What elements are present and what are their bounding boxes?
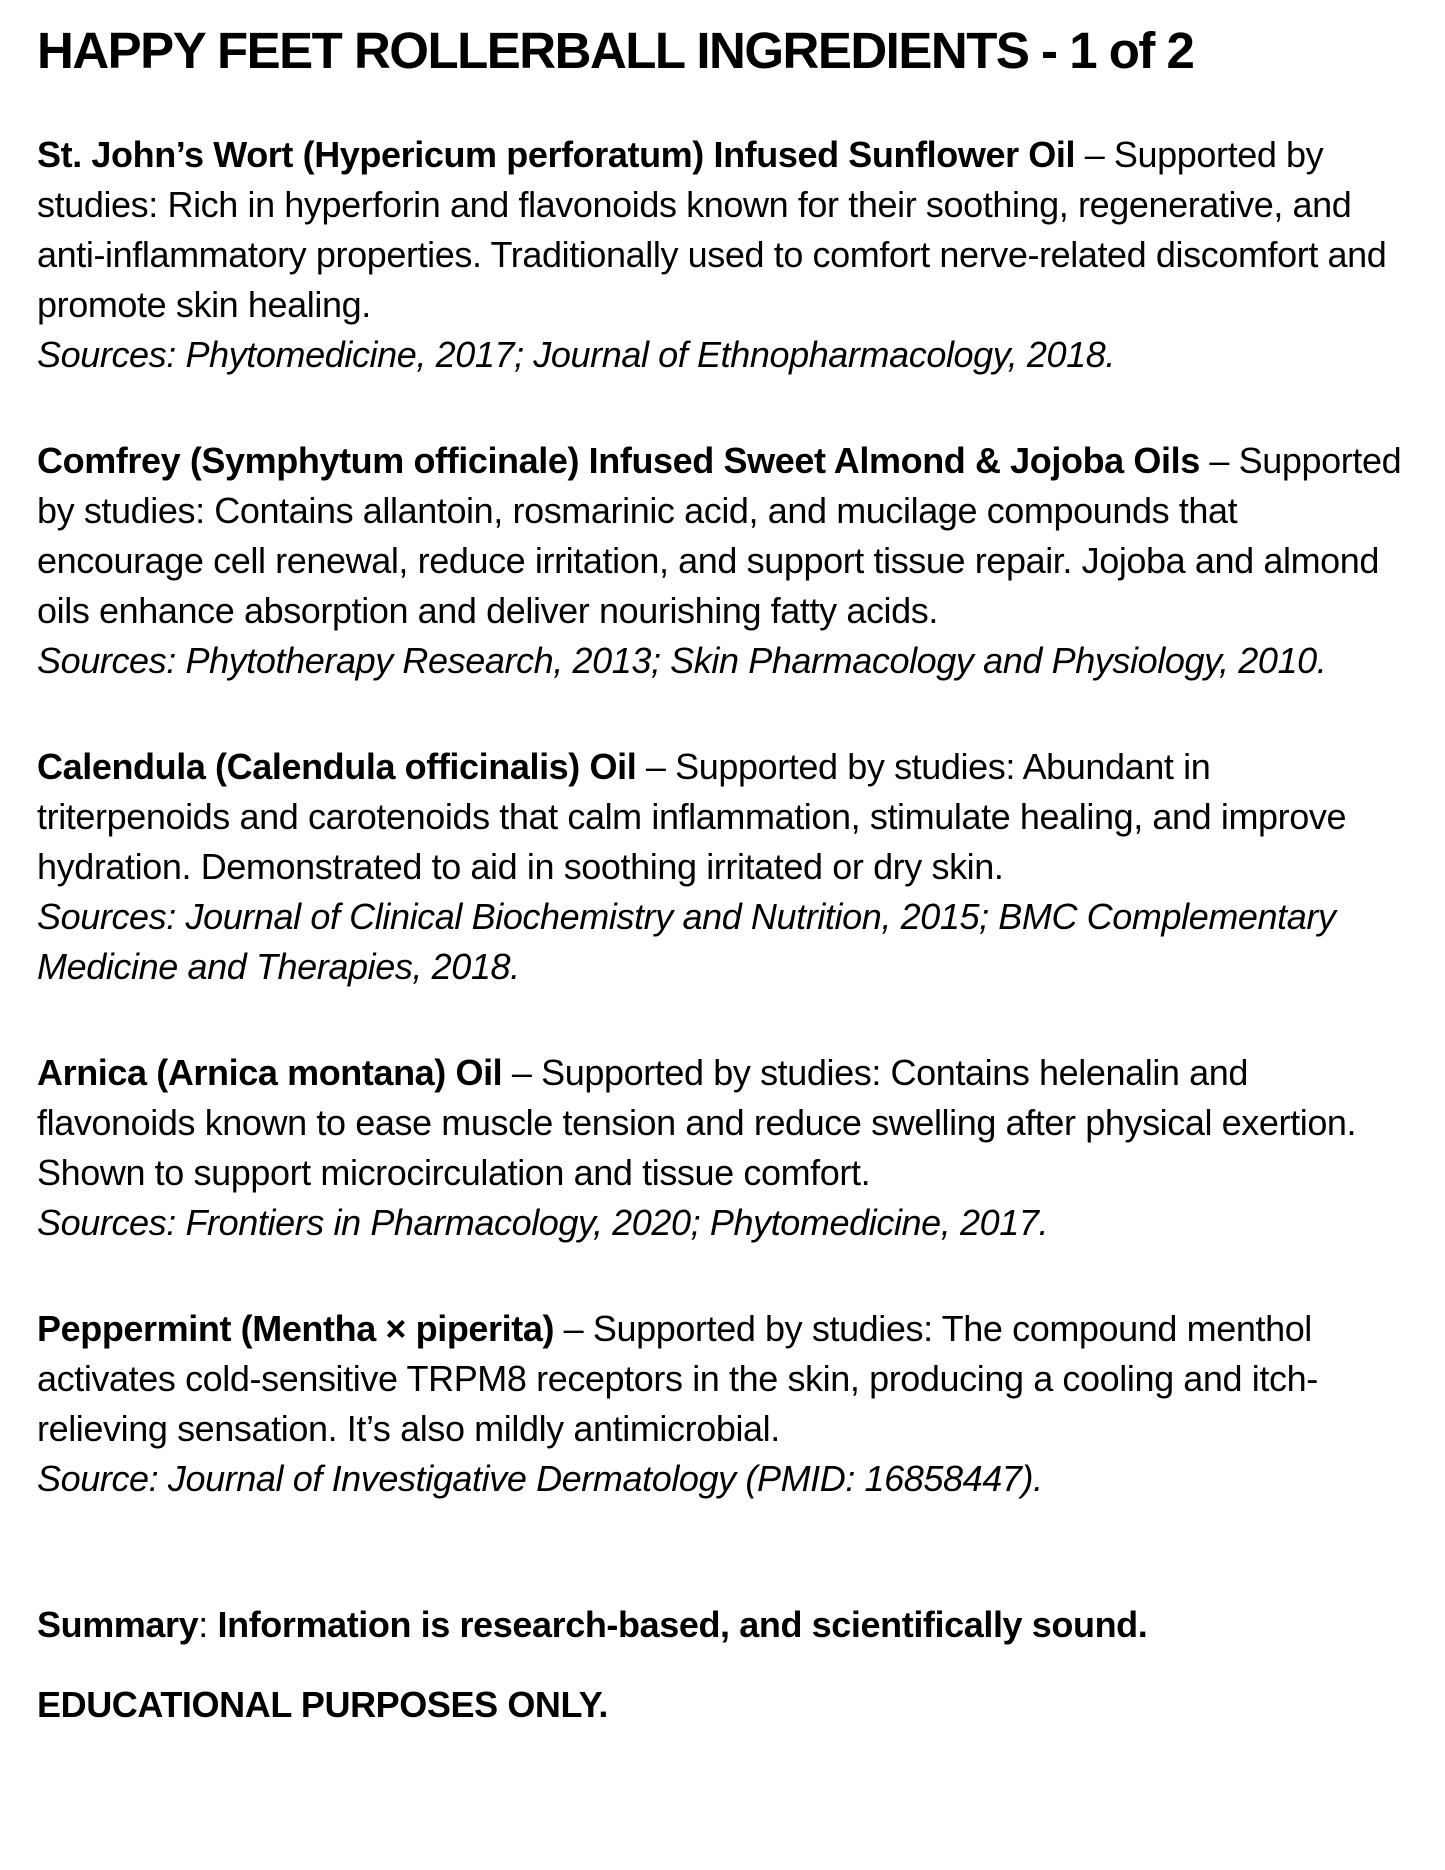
ingredient-section-calendula [37, 742, 1408, 992]
ingredient-body-text: Supported by studies: Rich in hyperforin and flavonoids known for their soothing, regenerative, and anti-inflammatory properties. Traditionally used to comfort nerve-related discomfort and promote skin healing. [37, 134, 1387, 326]
sources-line: Sources: Frontiers in Pharmacology, 2020; Phytomedicine, 2017. [37, 1202, 1049, 1244]
summary-label: Summary [37, 1604, 199, 1646]
ingredient-section-comfrey [37, 436, 1408, 686]
summary-colon: : [198, 1604, 218, 1646]
heading-separator: – [636, 746, 676, 788]
ingredient-body-text: Supported by studies: Contains helenalin and flavonoids known to ease muscle tension and reduce swelling after physical exertion. Shown to support microcirculation and tissue comfort. [37, 1052, 1357, 1194]
summary-line [37, 1600, 1408, 1650]
heading-separator: – [1199, 440, 1239, 482]
ingredient-heading: Peppermint (Mentha × piperita) [37, 1308, 555, 1350]
heading-separator: – [1075, 134, 1114, 176]
sources-line: Sources: Phytotherapy Research, 2013; Skin Pharmacology and Physiology, 2010. [37, 640, 1327, 682]
sources-line: Sources: Journal of Clinical Biochemistry and Nutrition, 2015; BMC Complementary Medicine and Therapies, 2018. [37, 896, 1336, 988]
heading-separator: – [502, 1052, 542, 1094]
ingredient-paragraph [37, 1048, 1408, 1198]
sources-line: Source: Journal of Investigative Dermatology (PMID: 16858447). [37, 1458, 1043, 1500]
summary-text: Information is research-based, and scientifically sound. [217, 1604, 1148, 1646]
page-title: HAPPY FEET ROLLERBALL INGREDIENTS - 1 of 2 [37, 22, 1194, 79]
ingredient-section-arnica [37, 1048, 1408, 1248]
disclaimer-line: EDUCATIONAL PURPOSES ONLY. [37, 1684, 609, 1726]
ingredient-body-text: Supported by studies: Contains allantoin, rosmarinic acid, and mucilage compounds that encourage cell renewal, reduce irritation, and support tissue repair. Jojoba and almond oils enhance absorption and deliver nourishing fatty acids. [37, 440, 1402, 632]
heading-separator: – [554, 1308, 593, 1350]
ingredient-paragraph [37, 436, 1408, 636]
ingredient-body-text: Supported by studies: Abundant in triterpenoids and carotenoids that calm inflammation, stimulate healing, and improve hydration. Demonstrated to aid in soothing irritated or dry skin. [37, 746, 1347, 888]
ingredient-section-st-johns-wort [37, 130, 1408, 380]
ingredient-paragraph [37, 1304, 1408, 1454]
ingredient-paragraph [37, 130, 1408, 330]
ingredient-heading: Arnica (Arnica montana) Oil [37, 1052, 503, 1094]
ingredient-heading: Comfrey (Symphytum officinale) Infused Sweet Almond & Jojoba Oils [37, 440, 1200, 482]
ingredient-body-text: Supported by studies: The compound menthol activates cold-sensitive TRPM8 receptors in the skin, producing a cooling and itch-relieving sensation. It’s also mildly antimicrobial. [37, 1308, 1318, 1450]
ingredient-paragraph [37, 742, 1408, 892]
ingredient-section-peppermint [37, 1304, 1408, 1504]
ingredient-heading: Calendula (Calendula officinalis) Oil [37, 746, 637, 788]
sources-line: Sources: Phytomedicine, 2017; Journal of Ethnopharmacology, 2018. [37, 334, 1116, 376]
ingredient-heading: St. John’s Wort (Hypericum perforatum) Infused Sunflower Oil [37, 134, 1076, 176]
